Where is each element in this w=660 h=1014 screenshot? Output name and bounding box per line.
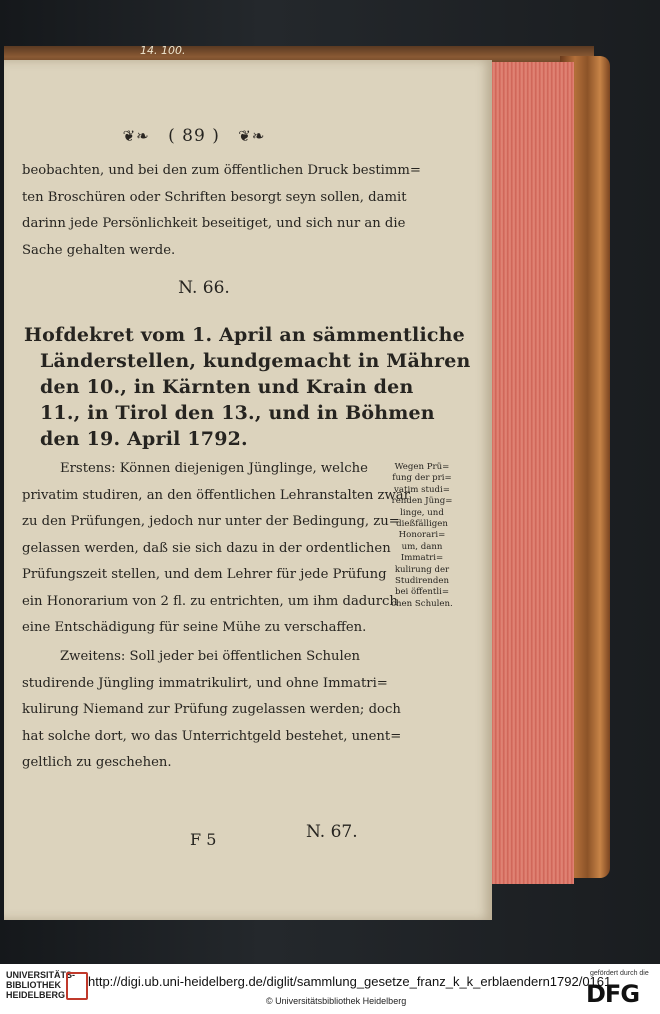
erstens-paragraph	[22, 456, 410, 642]
text-line: Zweitens: Soll jeder bei öffentlichen Schulen	[60, 649, 360, 664]
margin-note	[382, 462, 462, 610]
title-line: den 19. April 1792.	[40, 428, 248, 450]
book-page	[4, 60, 492, 920]
library-logo-line: BIBLIOTHEK	[6, 980, 61, 990]
page-edges	[486, 62, 574, 884]
margin-line: dießfälligen	[396, 519, 448, 530]
title-line: Länderstellen, kundgemacht in Mähren	[40, 350, 471, 372]
text-line: hat solche dort, wo das Unterrichtgeld bestehet, unent=	[22, 728, 402, 744]
margin-line: renden Jüng=	[391, 496, 453, 507]
library-emblem-icon	[66, 972, 88, 1000]
copyright-notice: © Universitätsbibliothek Heidelberg	[266, 996, 407, 1006]
permalink-url[interactable]: http://digi.ub.uni-heidelberg.de/diglit/sammlung_gesetze_franz_k_k_erblaendern1792/0161	[88, 974, 612, 989]
margin-line: kulirung der	[394, 564, 450, 575]
library-info-bar	[0, 964, 660, 1014]
text-line: studirende Jüngling immatrikulirt, und ohne Immatri=	[22, 675, 388, 691]
catchword: N. 67.	[306, 822, 358, 842]
title-line: Hofdekret vom 1. April an sämmentliche	[24, 324, 465, 346]
intro-paragraph	[22, 158, 421, 264]
text-line: Sache gehalten werde.	[22, 242, 176, 258]
margin-line: Wegen Prü=	[394, 462, 450, 472]
text-line: gelassen werden, daß sie sich dazu in der ordentlichen	[22, 540, 391, 556]
dfg-logo[interactable]: DFG	[586, 980, 640, 1008]
text-line: Prüfungszeit stellen, und dem Lehrer für jede Prüfung	[22, 567, 387, 582]
text-line: ein Honorarium von 2 fl. zu entrichten, um ihm dadurch	[22, 593, 398, 609]
text-line: beobachten, und bei den zum öffentlichen Druck bestimm=	[22, 163, 421, 178]
library-logo[interactable]	[6, 970, 75, 1000]
decree-number: N. 66.	[178, 278, 230, 298]
title-line: 11., in Tirol den 13., und in Böhmen	[40, 402, 435, 424]
text-line: eine Entschädigung für seine Mühe zu verschaffen.	[22, 620, 367, 635]
margin-line: fung der pri=	[392, 473, 452, 484]
margin-line: Studirenden	[395, 576, 449, 587]
page-header	[4, 126, 384, 146]
margin-line: um, dann	[401, 541, 443, 552]
library-logo-line: HEIDELBERG	[6, 990, 66, 1000]
text-line: geltlich zu geschehen.	[22, 755, 172, 770]
text-line: privatim studiren, an den öffentlichen Lehranstalten zwar	[22, 487, 410, 503]
signature-mark: F 5	[190, 830, 217, 849]
margin-line: bei öffentli=	[394, 587, 450, 598]
zweitens-paragraph	[22, 644, 402, 777]
text-line: ten Broschüren oder Schriften besorgt seyn sollen, damit	[22, 189, 407, 205]
margin-line: chen Schulen.	[391, 598, 453, 609]
margin-line: vatim studi=	[394, 484, 450, 495]
page-number: ( 89 )	[168, 126, 220, 146]
text-line: kulirung Niemand zur Prüfung zugelassen werden; doch	[22, 702, 401, 717]
text-line: zu den Prüfungen, jedoch nur unter der Bedingung, zu=	[22, 514, 400, 529]
title-line: den 10., in Kärnten und Krain den	[40, 376, 414, 398]
funding-label: gefördert durch die	[590, 970, 649, 977]
library-logo-line: UNIVERSITÄTS-	[6, 970, 76, 980]
text-line: darinn jede Persönlichkeit beseitiget, und sich nur an die	[22, 216, 406, 231]
text-line: Erstens: Können diejenigen Jünglinge, welche	[60, 461, 368, 476]
decree-title	[24, 322, 471, 452]
margin-line: linge, und	[400, 507, 444, 518]
margin-line: Honorari=	[398, 530, 446, 541]
ornament-right-icon: ❦❧	[238, 127, 266, 145]
ornament-left-icon: ❦❧	[122, 127, 150, 145]
margin-line: Immatri=	[400, 553, 444, 564]
handwritten-note: 14. 100.	[140, 44, 186, 57]
